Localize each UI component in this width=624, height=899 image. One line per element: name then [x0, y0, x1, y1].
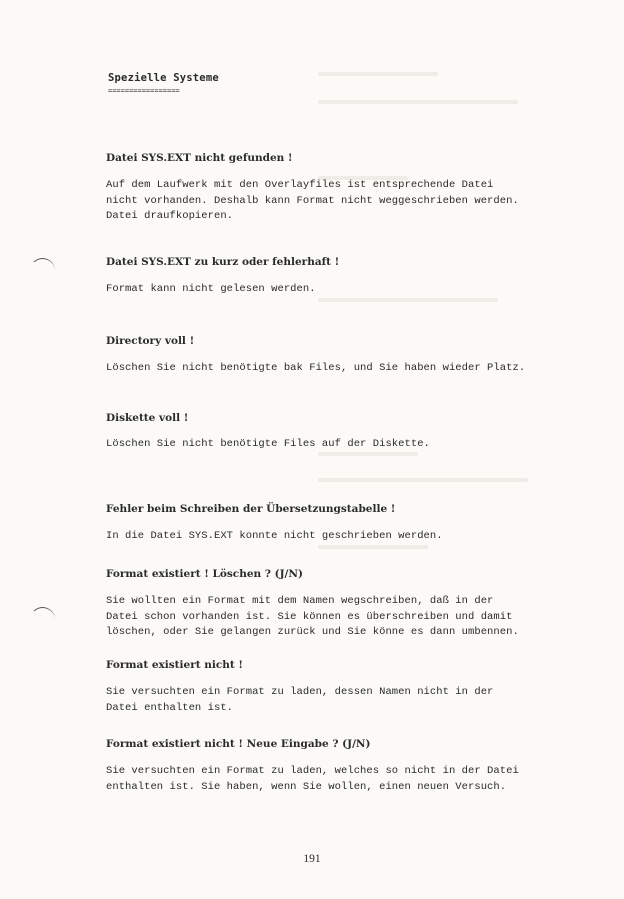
punch-hole-mark: [30, 258, 55, 273]
error-heading-sys-ext-corrupt: Datei SYS.EXT zu kurz oder fehlerhaft !: [106, 256, 340, 268]
show-through-mark: [318, 72, 438, 76]
error-description-sys-ext-not-found: Auf dem Laufwerk mit den Overlayfiles ist entsprechende Datei nicht vorhanden. Deshalb kann Format nicht weggeschrieben werden. Datei draufkopieren.: [106, 179, 519, 222]
show-through-mark: [318, 478, 528, 482]
error-description-format-exists: Sie wollten ein Format mit dem Namen wegschreiben, daß in der Datei schon vorhanden ist. Sie können es überschreiben und damit löschen, oder Sie gelangen zurück und Sie könne es dann umbennen.: [106, 595, 519, 638]
error-description-sys-ext-corrupt: Format kann nicht gelesen werden.: [106, 283, 316, 295]
page-number: 191: [303, 853, 321, 865]
error-description-directory-full: Löschen Sie nicht benötigte bak Files, und Sie haben wieder Platz.: [106, 362, 526, 374]
error-heading-directory-full: Directory voll !: [106, 335, 195, 347]
punch-hole-mark: [30, 607, 55, 622]
show-through-mark: [318, 100, 518, 104]
error-description-format-not-exists: Sie versuchten ein Format zu laden, dessen Namen nicht in der Datei enthalten ist.: [106, 686, 494, 714]
error-description-translation-table-write: In die Datei SYS.EXT konnte nicht geschrieben werden.: [106, 530, 443, 542]
error-heading-sys-ext-not-found: Datei SYS.EXT nicht gefunden !: [106, 152, 293, 164]
error-heading-format-not-exists-retry: Format existiert nicht ! Neue Eingabe ? (J/N): [106, 738, 371, 750]
section-title-underline: =================: [108, 87, 180, 95]
show-through-mark: [318, 452, 418, 456]
show-through-mark: [318, 298, 498, 302]
error-description-format-not-exists-retry: Sie versuchten ein Format zu laden, welches so nicht in der Datei enthalten ist. Sie haben, wenn Sie wollen, einen neuen Versuch.: [106, 765, 519, 793]
error-heading-format-not-exists: Format existiert nicht !: [106, 659, 243, 671]
error-heading-disk-full: Diskette voll !: [106, 412, 189, 424]
section-title: Spezielle Systeme: [108, 72, 219, 84]
error-heading-translation-table-write: Fehler beim Schreiben der Übersetzungstabelle !: [106, 503, 396, 515]
error-description-disk-full: Löschen Sie nicht benötigte Files auf der Diskette.: [106, 438, 430, 450]
show-through-mark: [318, 545, 428, 549]
error-heading-format-exists: Format existiert ! Löschen ? (J/N): [106, 568, 303, 580]
